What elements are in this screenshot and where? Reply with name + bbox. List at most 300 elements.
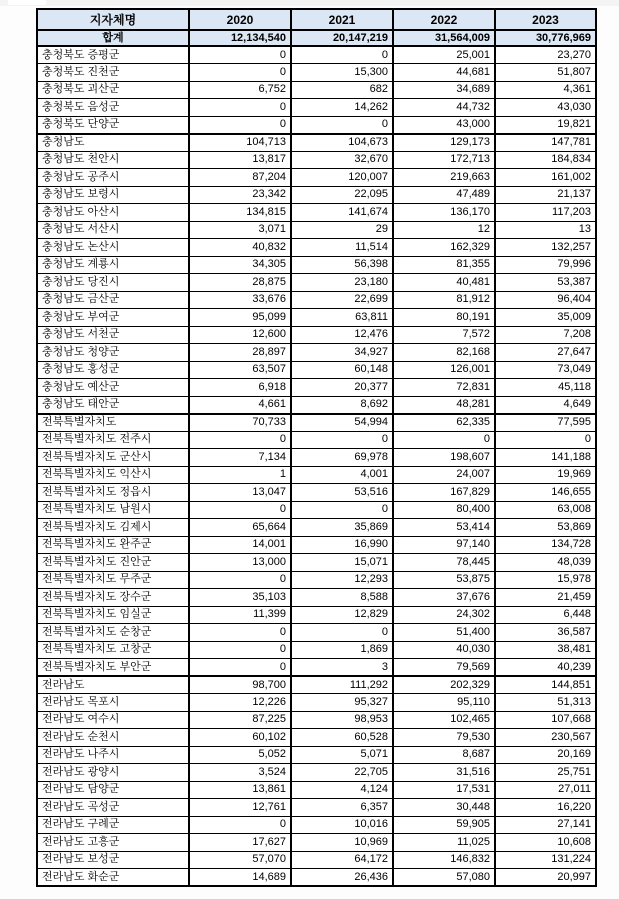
row-value-cell[interactable]: 184,834 [495, 151, 596, 169]
row-value-cell[interactable]: 136,170 [393, 204, 495, 222]
table-row [37, 746, 596, 764]
table-row [37, 799, 596, 817]
table-row [37, 571, 596, 589]
row-value-cell[interactable]: 0 [189, 116, 291, 134]
row-name-cell[interactable]: 충청남도 아산시 [37, 204, 189, 222]
table-row [37, 554, 596, 572]
row-name-cell[interactable]: 충청남도 공주시 [37, 169, 189, 187]
row-value-cell[interactable]: 129,173 [393, 134, 495, 152]
header-cell-2023[interactable]: 2023 [495, 9, 596, 30]
row-value-cell[interactable]: 126,001 [393, 361, 495, 379]
total-row [37, 30, 596, 46]
row-value-cell[interactable]: 33,676 [189, 291, 291, 309]
row-value-cell[interactable]: 120,007 [291, 169, 393, 187]
row-value-cell[interactable]: 0 [291, 501, 393, 519]
row-value-cell[interactable]: 80,400 [393, 501, 495, 519]
table-row [37, 186, 596, 204]
row-name-cell[interactable]: 충청남도 태안군 [37, 396, 189, 414]
table-row [37, 764, 596, 782]
row-name-cell[interactable]: 전라남도 여수시 [37, 711, 189, 729]
row-value-cell[interactable]: 34,689 [393, 81, 495, 99]
row-value-cell[interactable]: 19,969 [495, 466, 596, 484]
row-value-cell[interactable]: 104,713 [189, 134, 291, 152]
row-name-cell[interactable]: 전북특별자치도 부안군 [37, 659, 189, 677]
row-value-cell[interactable]: 12,226 [189, 694, 291, 712]
row-name-cell[interactable]: 충청남도 서산시 [37, 221, 189, 239]
row-name-cell[interactable]: 충청남도 서천군 [37, 326, 189, 344]
row-name-cell[interactable]: 전북특별자치도 고창군 [37, 641, 189, 659]
table-row [37, 711, 596, 729]
row-name-cell[interactable]: 전북특별자치도 임실군 [37, 606, 189, 624]
row-value-cell[interactable]: 28,897 [189, 344, 291, 362]
row-value-cell[interactable]: 43,000 [393, 116, 495, 134]
row-value-cell[interactable]: 13,861 [189, 781, 291, 799]
row-value-cell[interactable]: 0 [189, 46, 291, 64]
row-value-cell[interactable]: 12,600 [189, 326, 291, 344]
table-row [37, 869, 596, 887]
row-value-cell[interactable]: 12,476 [291, 326, 393, 344]
row-value-cell[interactable]: 78,445 [393, 554, 495, 572]
row-value-cell[interactable]: 6,752 [189, 81, 291, 99]
header-cell-2021[interactable]: 2021 [291, 9, 393, 30]
row-value-cell[interactable]: 48,039 [495, 554, 596, 572]
row-value-cell[interactable]: 26,436 [291, 869, 393, 887]
row-name-cell[interactable]: 전라남도 담양군 [37, 781, 189, 799]
row-name-cell[interactable]: 전북특별자치도 군산시 [37, 449, 189, 467]
row-value-cell[interactable]: 24,007 [393, 466, 495, 484]
row-value-cell[interactable]: 63,008 [495, 501, 596, 519]
row-value-cell[interactable]: 117,203 [495, 204, 596, 222]
row-value-cell[interactable]: 0 [189, 571, 291, 589]
row-value-cell[interactable]: 27,141 [495, 816, 596, 834]
row-value-cell[interactable]: 198,607 [393, 449, 495, 467]
row-name-cell[interactable]: 전라남도 목포시 [37, 694, 189, 712]
row-value-cell[interactable]: 107,668 [495, 711, 596, 729]
row-value-cell[interactable]: 38,481 [495, 641, 596, 659]
row-name-cell[interactable]: 전북특별자치도 익산시 [37, 466, 189, 484]
row-value-cell[interactable]: 87,225 [189, 711, 291, 729]
row-name-cell[interactable]: 전북특별자치도 완주군 [37, 536, 189, 554]
row-value-cell[interactable]: 87,204 [189, 169, 291, 187]
row-value-cell[interactable]: 53,387 [495, 274, 596, 292]
table-row [37, 396, 596, 414]
row-value-cell[interactable]: 104,673 [291, 134, 393, 152]
row-name-cell[interactable]: 충청남도 청양군 [37, 344, 189, 362]
table-row [37, 466, 596, 484]
row-value-cell[interactable]: 3,071 [189, 221, 291, 239]
row-value-cell[interactable]: 22,705 [291, 764, 393, 782]
row-value-cell[interactable]: 146,655 [495, 484, 596, 502]
row-value-cell[interactable]: 0 [291, 116, 393, 134]
row-name-cell[interactable]: 전라남도 광양시 [37, 764, 189, 782]
row-value-cell[interactable]: 69,978 [291, 449, 393, 467]
row-value-cell[interactable]: 95,327 [291, 694, 393, 712]
row-value-cell[interactable]: 1 [189, 466, 291, 484]
row-name-cell[interactable]: 충청남도 홍성군 [37, 361, 189, 379]
row-value-cell[interactable]: 202,329 [393, 676, 495, 694]
row-name-cell[interactable]: 전라남도 구례군 [37, 816, 189, 834]
row-name-cell[interactable]: 충청북도 진천군 [37, 64, 189, 82]
table-row [37, 99, 596, 117]
table-row [37, 134, 596, 152]
row-value-cell[interactable]: 141,674 [291, 204, 393, 222]
row-value-cell[interactable]: 11,399 [189, 606, 291, 624]
row-value-cell[interactable]: 53,869 [495, 519, 596, 537]
row-value-cell[interactable]: 132,257 [495, 239, 596, 257]
row-value-cell[interactable]: 54,994 [291, 414, 393, 432]
row-value-cell[interactable]: 21,459 [495, 589, 596, 607]
row-value-cell[interactable]: 95,099 [189, 309, 291, 327]
table-row [37, 676, 596, 694]
row-value-cell[interactable]: 14,262 [291, 99, 393, 117]
row-value-cell[interactable]: 22,699 [291, 291, 393, 309]
row-name-cell[interactable]: 전라남도 [37, 676, 189, 694]
row-value-cell[interactable]: 57,080 [393, 869, 495, 887]
row-value-cell[interactable]: 43,030 [495, 99, 596, 117]
table-row [37, 606, 596, 624]
row-value-cell[interactable]: 40,030 [393, 641, 495, 659]
municipality-data-table [36, 8, 597, 887]
row-value-cell[interactable]: 15,300 [291, 64, 393, 82]
row-value-cell[interactable]: 27,011 [495, 781, 596, 799]
table-row [37, 431, 596, 449]
row-name-cell[interactable]: 전북특별자치도 남원시 [37, 501, 189, 519]
table-row [37, 64, 596, 82]
table-row [37, 221, 596, 239]
row-value-cell[interactable]: 146,832 [393, 851, 495, 869]
table-row [37, 344, 596, 362]
row-value-cell[interactable]: 23,270 [495, 46, 596, 64]
row-value-cell[interactable]: 40,239 [495, 659, 596, 677]
row-value-cell[interactable]: 172,713 [393, 151, 495, 169]
row-value-cell[interactable]: 53,875 [393, 571, 495, 589]
row-name-cell[interactable]: 전북특별자치도 정읍시 [37, 484, 189, 502]
row-value-cell[interactable]: 65,664 [189, 519, 291, 537]
row-name-cell[interactable]: 충청남도 보령시 [37, 186, 189, 204]
row-name-cell[interactable]: 충청남도 부여군 [37, 309, 189, 327]
table-row [37, 624, 596, 642]
row-value-cell[interactable]: 81,355 [393, 256, 495, 274]
row-value-cell[interactable]: 56,398 [291, 256, 393, 274]
row-value-cell[interactable]: 51,807 [495, 64, 596, 82]
row-name-cell[interactable]: 충청남도 예산군 [37, 379, 189, 397]
row-value-cell[interactable]: 20,377 [291, 379, 393, 397]
table-row [37, 169, 596, 187]
row-value-cell[interactable]: 16,990 [291, 536, 393, 554]
table-row [37, 501, 596, 519]
row-value-cell[interactable]: 13,000 [189, 554, 291, 572]
row-value-cell[interactable]: 98,700 [189, 676, 291, 694]
row-value-cell[interactable]: 22,095 [291, 186, 393, 204]
table-row [37, 449, 596, 467]
table-row [37, 204, 596, 222]
row-value-cell[interactable]: 4,124 [291, 781, 393, 799]
row-value-cell[interactable]: 80,191 [393, 309, 495, 327]
row-value-cell[interactable]: 45,118 [495, 379, 596, 397]
row-value-cell[interactable]: 37,676 [393, 589, 495, 607]
total-value-cell-2022[interactable]: 31,564,009 [393, 30, 495, 46]
table-row [37, 536, 596, 554]
row-value-cell[interactable]: 4,649 [495, 396, 596, 414]
row-value-cell[interactable]: 73,049 [495, 361, 596, 379]
table-row [37, 659, 596, 677]
row-value-cell[interactable]: 98,953 [291, 711, 393, 729]
header-cell-2020[interactable]: 2020 [189, 9, 291, 30]
row-value-cell[interactable]: 14,001 [189, 536, 291, 554]
row-value-cell[interactable]: 57,070 [189, 851, 291, 869]
row-value-cell[interactable]: 13 [495, 221, 596, 239]
row-value-cell[interactable]: 6,357 [291, 799, 393, 817]
row-value-cell[interactable]: 63,811 [291, 309, 393, 327]
row-value-cell[interactable]: 0 [189, 431, 291, 449]
row-value-cell[interactable]: 44,681 [393, 64, 495, 82]
row-name-cell[interactable]: 충청남도 금산군 [37, 291, 189, 309]
row-value-cell[interactable]: 134,728 [495, 536, 596, 554]
row-value-cell[interactable]: 40,832 [189, 239, 291, 257]
table-row [37, 46, 596, 64]
row-value-cell[interactable]: 32,670 [291, 151, 393, 169]
total-label-cell[interactable]: 합계 [37, 30, 189, 46]
row-value-cell[interactable]: 3,524 [189, 764, 291, 782]
row-value-cell[interactable]: 27,647 [495, 344, 596, 362]
header-cell-2022[interactable]: 2022 [393, 9, 495, 30]
row-value-cell[interactable]: 7,134 [189, 449, 291, 467]
table-row [37, 274, 596, 292]
row-value-cell[interactable]: 20,997 [495, 869, 596, 887]
row-value-cell[interactable]: 23,342 [189, 186, 291, 204]
row-name-cell[interactable]: 충청남도 천안시 [37, 151, 189, 169]
row-value-cell[interactable]: 59,905 [393, 816, 495, 834]
table-row [37, 239, 596, 257]
row-value-cell[interactable]: 111,292 [291, 676, 393, 694]
row-value-cell[interactable]: 0 [291, 624, 393, 642]
table-row [37, 781, 596, 799]
row-value-cell[interactable]: 24,302 [393, 606, 495, 624]
row-value-cell[interactable]: 79,569 [393, 659, 495, 677]
total-value-cell-2020[interactable]: 12,134,540 [189, 30, 291, 46]
row-value-cell[interactable]: 8,588 [291, 589, 393, 607]
row-value-cell[interactable]: 34,305 [189, 256, 291, 274]
row-value-cell[interactable]: 96,404 [495, 291, 596, 309]
row-value-cell[interactable]: 19,821 [495, 116, 596, 134]
row-value-cell[interactable]: 10,608 [495, 834, 596, 852]
total-value-cell-2023[interactable]: 30,776,969 [495, 30, 596, 46]
row-value-cell[interactable]: 10,969 [291, 834, 393, 852]
row-value-cell[interactable]: 25,751 [495, 764, 596, 782]
row-name-cell[interactable]: 전라남도 나주시 [37, 746, 189, 764]
row-value-cell[interactable]: 30,448 [393, 799, 495, 817]
row-value-cell[interactable]: 161,002 [495, 169, 596, 187]
row-value-cell[interactable]: 12,761 [189, 799, 291, 817]
spreadsheet-area [0, 6, 619, 899]
row-value-cell[interactable]: 48,281 [393, 396, 495, 414]
table-row [37, 851, 596, 869]
row-name-cell[interactable]: 전북특별자치도 순창군 [37, 624, 189, 642]
row-value-cell[interactable]: 5,071 [291, 746, 393, 764]
row-value-cell[interactable]: 79,530 [393, 729, 495, 747]
row-value-cell[interactable]: 63,507 [189, 361, 291, 379]
row-value-cell[interactable]: 35,009 [495, 309, 596, 327]
row-value-cell[interactable]: 0 [189, 659, 291, 677]
row-name-cell[interactable]: 충청북도 증평군 [37, 46, 189, 64]
row-name-cell[interactable]: 충청북도 단양군 [37, 116, 189, 134]
table-row [37, 484, 596, 502]
table-row [37, 151, 596, 169]
row-value-cell[interactable]: 11,025 [393, 834, 495, 852]
row-value-cell[interactable]: 4,661 [189, 396, 291, 414]
row-value-cell[interactable]: 79,996 [495, 256, 596, 274]
row-value-cell[interactable]: 12 [393, 221, 495, 239]
row-value-cell[interactable]: 95,110 [393, 694, 495, 712]
table-row [37, 414, 596, 432]
row-name-cell[interactable]: 충청남도 계룡시 [37, 256, 189, 274]
table-row [37, 519, 596, 537]
row-value-cell[interactable]: 77,595 [495, 414, 596, 432]
table-row [37, 816, 596, 834]
row-value-cell[interactable]: 11,514 [291, 239, 393, 257]
row-value-cell[interactable]: 20,169 [495, 746, 596, 764]
row-value-cell[interactable]: 25,001 [393, 46, 495, 64]
row-value-cell[interactable]: 44,732 [393, 99, 495, 117]
row-value-cell[interactable]: 102,465 [393, 711, 495, 729]
row-value-cell[interactable]: 167,829 [393, 484, 495, 502]
row-value-cell[interactable]: 72,831 [393, 379, 495, 397]
row-value-cell[interactable]: 0 [189, 641, 291, 659]
header-cell-municipality[interactable]: 지자체명 [37, 9, 189, 30]
row-name-cell[interactable]: 전라남도 순천시 [37, 729, 189, 747]
row-value-cell[interactable]: 82,168 [393, 344, 495, 362]
row-name-cell[interactable]: 충청남도 [37, 134, 189, 152]
row-name-cell[interactable]: 전북특별자치도 진안군 [37, 554, 189, 572]
row-value-cell[interactable]: 60,102 [189, 729, 291, 747]
row-value-cell[interactable]: 40,481 [393, 274, 495, 292]
row-value-cell[interactable]: 0 [189, 64, 291, 82]
row-value-cell[interactable]: 0 [393, 431, 495, 449]
row-value-cell[interactable]: 28,875 [189, 274, 291, 292]
row-value-cell[interactable]: 0 [495, 431, 596, 449]
row-value-cell[interactable]: 230,567 [495, 729, 596, 747]
table-row [37, 694, 596, 712]
row-value-cell[interactable]: 6,448 [495, 606, 596, 624]
row-value-cell[interactable]: 51,400 [393, 624, 495, 642]
row-value-cell[interactable]: 81,912 [393, 291, 495, 309]
table-header-row [37, 9, 596, 30]
row-value-cell[interactable]: 62,335 [393, 414, 495, 432]
row-value-cell[interactable]: 60,528 [291, 729, 393, 747]
row-value-cell[interactable]: 4,001 [291, 466, 393, 484]
row-value-cell[interactable]: 23,180 [291, 274, 393, 292]
row-value-cell[interactable]: 47,489 [393, 186, 495, 204]
row-value-cell[interactable]: 10,016 [291, 816, 393, 834]
table-row [37, 834, 596, 852]
row-value-cell[interactable]: 16,220 [495, 799, 596, 817]
row-value-cell[interactable]: 51,313 [495, 694, 596, 712]
row-value-cell[interactable]: 53,516 [291, 484, 393, 502]
row-value-cell[interactable]: 147,781 [495, 134, 596, 152]
row-value-cell[interactable]: 13,047 [189, 484, 291, 502]
table-row [37, 379, 596, 397]
row-value-cell[interactable]: 35,869 [291, 519, 393, 537]
row-value-cell[interactable]: 15,071 [291, 554, 393, 572]
row-value-cell[interactable]: 4,361 [495, 81, 596, 99]
row-value-cell[interactable]: 0 [291, 46, 393, 64]
row-value-cell[interactable]: 141,188 [495, 449, 596, 467]
row-value-cell[interactable]: 131,224 [495, 851, 596, 869]
row-name-cell[interactable]: 충청북도 음성군 [37, 99, 189, 117]
row-value-cell[interactable]: 144,851 [495, 676, 596, 694]
row-value-cell[interactable]: 34,927 [291, 344, 393, 362]
row-value-cell[interactable]: 13,817 [189, 151, 291, 169]
row-value-cell[interactable]: 1,869 [291, 641, 393, 659]
row-value-cell[interactable]: 97,140 [393, 536, 495, 554]
row-value-cell[interactable]: 0 [189, 501, 291, 519]
row-name-cell[interactable]: 전북특별자치도 [37, 414, 189, 432]
row-value-cell[interactable]: 53,414 [393, 519, 495, 537]
row-value-cell[interactable]: 35,103 [189, 589, 291, 607]
row-value-cell[interactable]: 8,692 [291, 396, 393, 414]
table-row [37, 116, 596, 134]
row-value-cell[interactable]: 0 [189, 624, 291, 642]
row-value-cell[interactable]: 3 [291, 659, 393, 677]
row-value-cell[interactable]: 70,733 [189, 414, 291, 432]
row-value-cell[interactable]: 17,531 [393, 781, 495, 799]
row-value-cell[interactable]: 21,137 [495, 186, 596, 204]
row-value-cell[interactable]: 0 [189, 816, 291, 834]
row-value-cell[interactable]: 15,978 [495, 571, 596, 589]
total-value-cell-2021[interactable]: 20,147,219 [291, 30, 393, 46]
row-value-cell[interactable]: 29 [291, 221, 393, 239]
row-value-cell[interactable]: 0 [189, 99, 291, 117]
row-value-cell[interactable]: 60,148 [291, 361, 393, 379]
row-value-cell[interactable]: 8,687 [393, 746, 495, 764]
row-value-cell[interactable]: 0 [291, 431, 393, 449]
cropped-cell-artifact [8, 0, 46, 5]
row-value-cell[interactable]: 64,172 [291, 851, 393, 869]
row-value-cell[interactable]: 7,572 [393, 326, 495, 344]
row-name-cell[interactable]: 전북특별자치도 무주군 [37, 571, 189, 589]
table-row [37, 589, 596, 607]
row-value-cell[interactable]: 31,516 [393, 764, 495, 782]
row-value-cell[interactable]: 134,815 [189, 204, 291, 222]
row-name-cell[interactable]: 충청남도 논산시 [37, 239, 189, 257]
row-value-cell[interactable]: 219,663 [393, 169, 495, 187]
row-name-cell[interactable]: 전북특별자치도 김제시 [37, 519, 189, 537]
row-value-cell[interactable]: 12,829 [291, 606, 393, 624]
table-row [37, 729, 596, 747]
row-name-cell[interactable]: 전라남도 곡성군 [37, 799, 189, 817]
row-name-cell[interactable]: 충청남도 당진시 [37, 274, 189, 292]
row-value-cell[interactable]: 14,689 [189, 869, 291, 887]
row-name-cell[interactable]: 전라남도 보성군 [37, 851, 189, 869]
row-name-cell[interactable]: 전라남도 고흥군 [37, 834, 189, 852]
row-value-cell[interactable]: 36,587 [495, 624, 596, 642]
table-row [37, 309, 596, 327]
row-value-cell[interactable]: 162,329 [393, 239, 495, 257]
table-row [37, 326, 596, 344]
row-name-cell[interactable]: 충청북도 괴산군 [37, 81, 189, 99]
row-name-cell[interactable]: 전북특별자치도 장수군 [37, 589, 189, 607]
table-row [37, 641, 596, 659]
row-name-cell[interactable]: 전북특별자치도 전주시 [37, 431, 189, 449]
row-value-cell[interactable]: 17,627 [189, 834, 291, 852]
row-value-cell[interactable]: 12,293 [291, 571, 393, 589]
row-value-cell[interactable]: 5,052 [189, 746, 291, 764]
row-value-cell[interactable]: 682 [291, 81, 393, 99]
row-value-cell[interactable]: 7,208 [495, 326, 596, 344]
row-value-cell[interactable]: 6,918 [189, 379, 291, 397]
table-row [37, 291, 596, 309]
row-name-cell[interactable]: 전라남도 화순군 [37, 869, 189, 887]
